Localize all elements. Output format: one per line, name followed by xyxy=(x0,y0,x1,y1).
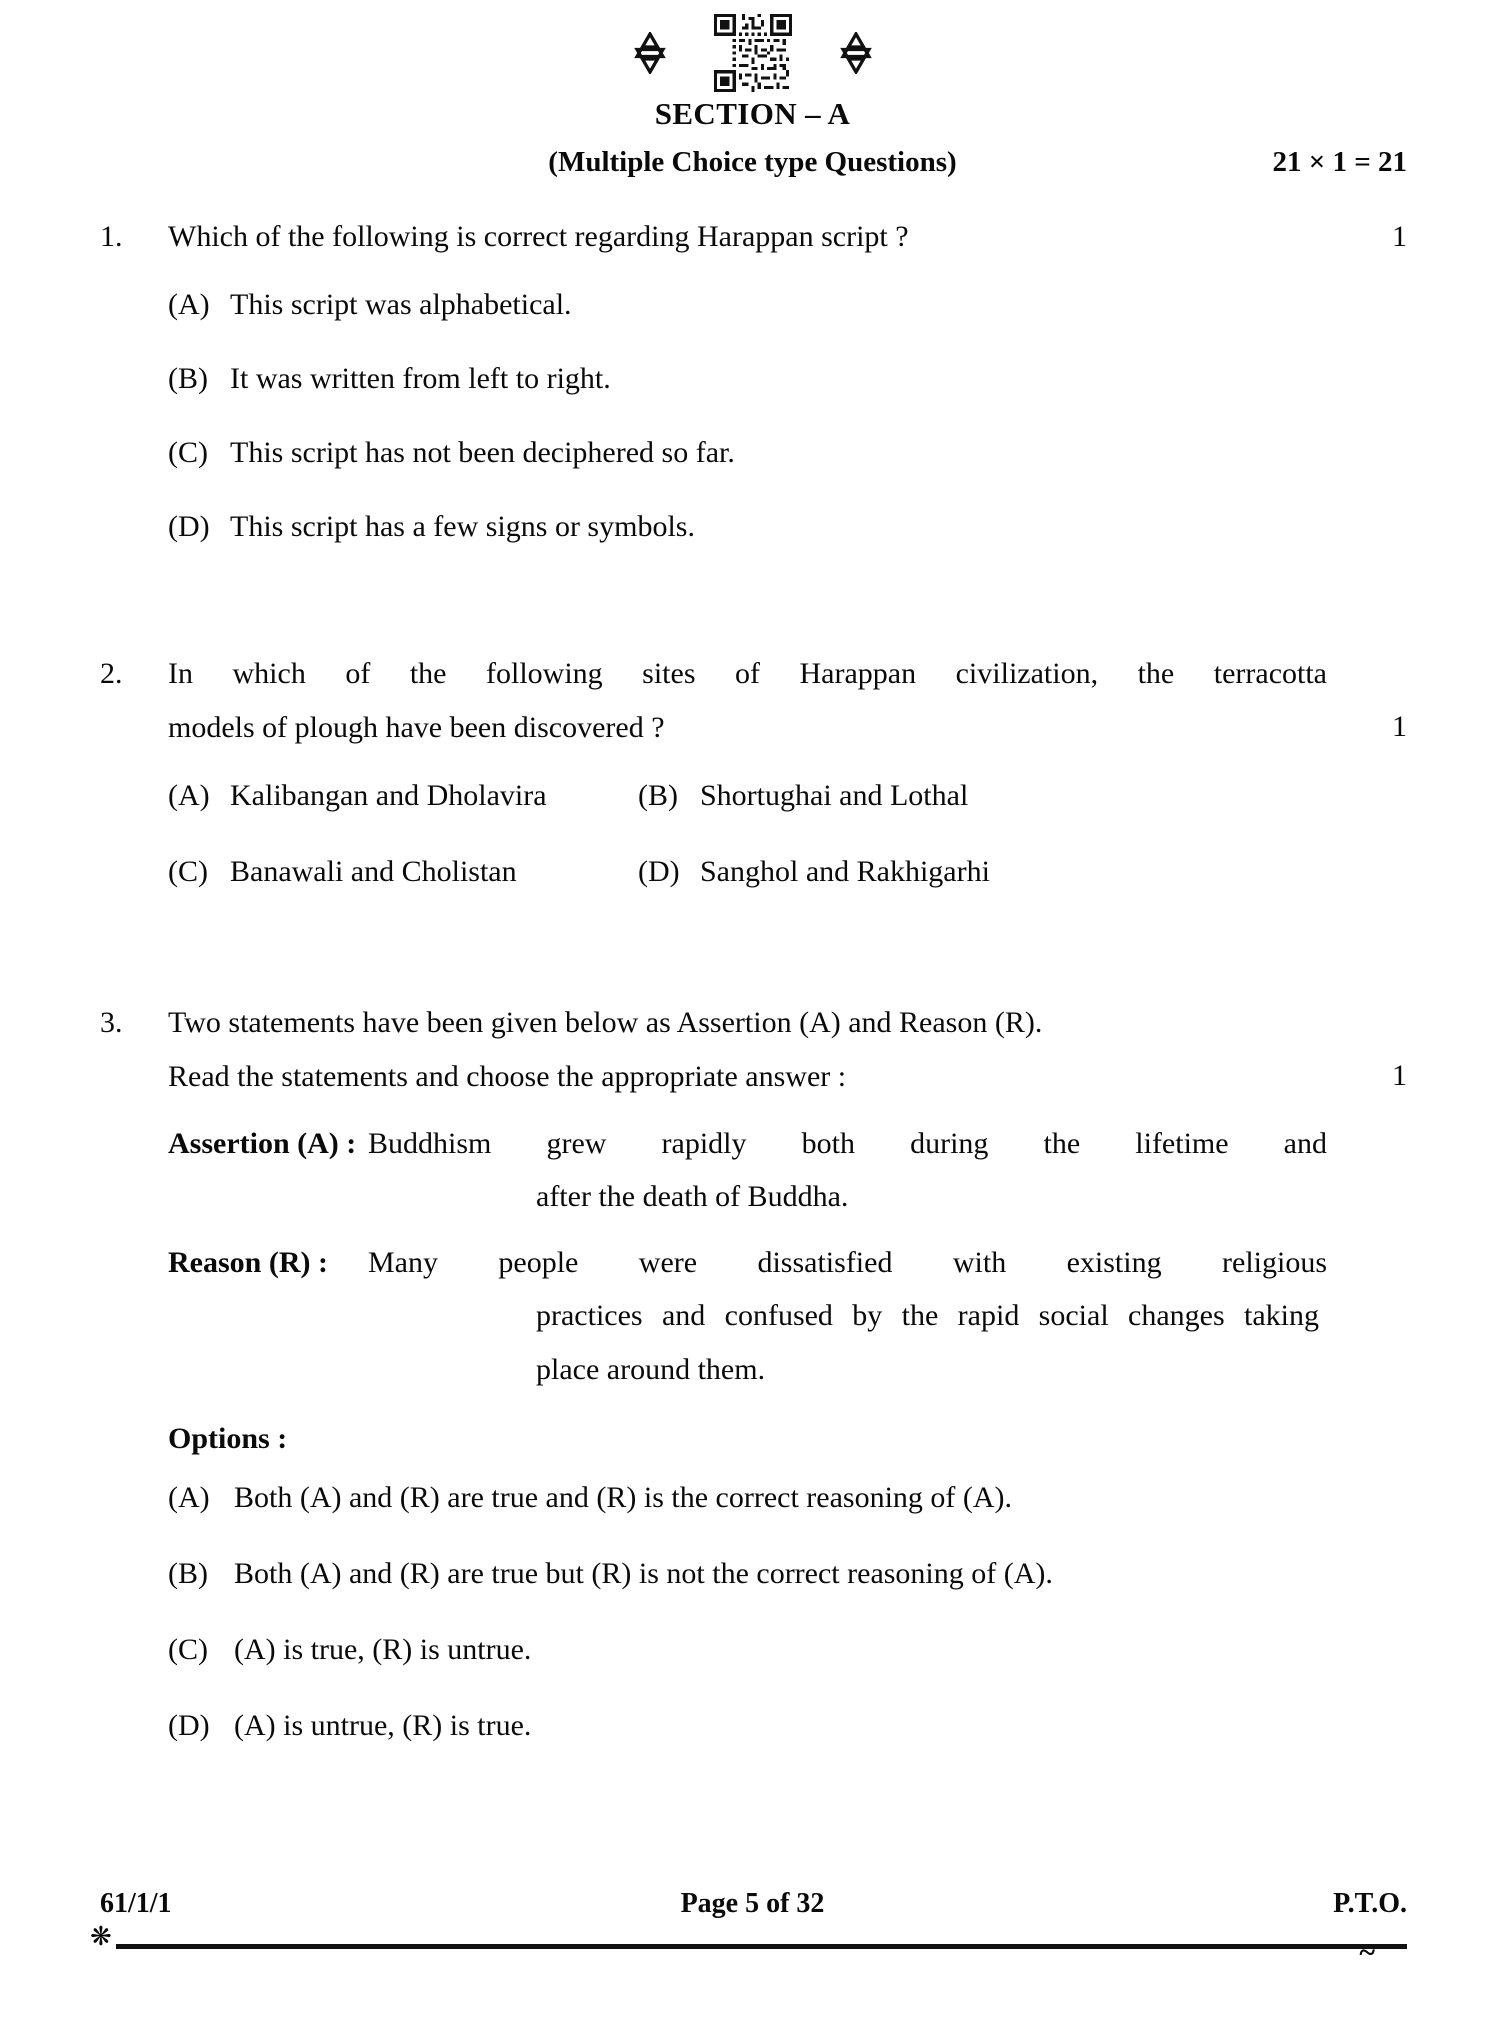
reason-row xyxy=(168,1236,1407,1396)
tilde-mark: ~ xyxy=(1359,1936,1375,1969)
option-text: Both (A) and (R) are true and (R) is the correct reasoning of (A). xyxy=(234,1480,1013,1514)
question-3-stem-line-1: Two statements have been given below as Assertion (A) and Reason (R). xyxy=(168,1006,1043,1040)
star-of-david-icon-left xyxy=(630,32,670,74)
option-label: (A) xyxy=(168,779,210,813)
reason-text-line-1: Many people were dissatisfied with existing religious xyxy=(368,1245,1327,1279)
question-3-stem-line-2: Read the statements and choose the appropriate answer : xyxy=(168,1059,847,1093)
question-3-options xyxy=(100,1474,1407,1750)
question-1-stem: Which of the following is correct regarding Harappan script ? xyxy=(168,220,909,253)
assertion-label: Assertion (A) : xyxy=(168,1126,357,1160)
assertion-text-line-1: Buddhism grew rapidly both during the lifetime and xyxy=(368,1126,1327,1160)
option-text: This script was alphabetical. xyxy=(230,288,572,322)
question-2-marks: 1 xyxy=(1392,710,1407,744)
option-text: Banawali and Cholistan xyxy=(230,855,517,889)
option-text: (A) is true, (R) is untrue. xyxy=(234,1632,532,1666)
question-1-options xyxy=(100,281,1407,551)
option-label: (B) xyxy=(168,362,208,396)
question-3-head xyxy=(100,996,1407,1103)
option-item[interactable] xyxy=(168,772,638,820)
option-item[interactable] xyxy=(638,772,1407,820)
option-item[interactable] xyxy=(168,429,1407,477)
option-item[interactable] xyxy=(168,355,1407,403)
paper-code: 61/1/1 xyxy=(100,1888,172,1919)
question-2-number: 2. xyxy=(100,657,123,691)
option-label: (D) xyxy=(638,855,680,889)
option-row xyxy=(168,848,1407,896)
section-marks-total: 21 × 1 = 21 xyxy=(1272,146,1407,178)
question-1 xyxy=(100,210,1407,551)
option-label: (C) xyxy=(168,436,208,470)
asterisk-ornament-icon: ❋ xyxy=(90,1922,112,1951)
option-label: (D) xyxy=(168,510,210,544)
option-item[interactable] xyxy=(168,503,1407,551)
option-text: Shortughai and Lothal xyxy=(700,779,969,813)
option-item[interactable] xyxy=(168,281,1407,329)
option-text: This script has not been deciphered so far. xyxy=(230,436,735,470)
option-text: Kalibangan and Dholavira xyxy=(230,779,547,813)
question-3-marks: 1 xyxy=(1392,1059,1407,1093)
option-text: Sanghol and Rakhigarhi xyxy=(700,855,990,889)
question-3-number: 3. xyxy=(100,1006,123,1040)
section-title: SECTION – A xyxy=(654,96,851,131)
footer-rule xyxy=(90,1922,1407,1956)
question-3 xyxy=(100,996,1407,1750)
page-header xyxy=(0,0,1505,92)
option-text: Both (A) and (R) are true but (R) is not the correct reasoning of (A). xyxy=(234,1556,1053,1590)
assertion-row xyxy=(168,1117,1407,1224)
qr-code-icon xyxy=(714,14,792,92)
assertion-reason-block xyxy=(100,1117,1407,1396)
option-label: (B) xyxy=(638,779,678,813)
section-subtitle: (Multiple Choice type Questions) xyxy=(548,146,957,178)
pto-label: P.T.O. xyxy=(1333,1888,1407,1919)
star-of-david-icon-right xyxy=(836,32,876,74)
reason-text-line-2: practices and confused by the rapid social changes taking xyxy=(536,1299,1319,1333)
question-1-text xyxy=(168,210,1407,263)
option-item[interactable] xyxy=(168,1626,1407,1674)
footer-row xyxy=(0,1884,1505,1924)
option-label: (A) xyxy=(168,1480,210,1514)
question-2 xyxy=(100,647,1407,896)
question-1-marks: 1 xyxy=(1392,220,1407,253)
option-label: (C) xyxy=(168,1632,208,1666)
question-2-text xyxy=(168,647,1407,754)
question-2-stem-line-1: In which of the following sites of Harappan civilization, the terracotta xyxy=(168,657,1327,691)
horizontal-rule xyxy=(116,1944,1407,1949)
option-item[interactable] xyxy=(168,848,638,896)
question-1-head xyxy=(100,210,1407,263)
subtitle-row xyxy=(0,146,1505,186)
option-row xyxy=(168,772,1407,820)
option-label: (C) xyxy=(168,855,208,889)
page-footer xyxy=(0,1884,1505,2034)
assertion-text-line-2: after the death of Buddha. xyxy=(536,1180,849,1214)
page-number: Page 5 of 32 xyxy=(680,1888,825,1919)
reason-label: Reason (R) : xyxy=(168,1245,328,1279)
option-item[interactable] xyxy=(168,1474,1407,1522)
option-label: (B) xyxy=(168,1556,208,1590)
option-text: This script has a few signs or symbols. xyxy=(230,510,695,544)
reason-text xyxy=(368,1236,1407,1396)
question-2-head xyxy=(100,647,1407,754)
option-item[interactable] xyxy=(168,1702,1407,1750)
question-2-stem-line-2: models of plough have been discovered ? xyxy=(168,710,665,744)
option-label: (A) xyxy=(168,288,210,322)
assertion-text xyxy=(368,1117,1407,1224)
option-item[interactable] xyxy=(638,848,1407,896)
option-label: (D) xyxy=(168,1708,210,1742)
question-list xyxy=(0,210,1505,1750)
reason-text-line-3: place around them. xyxy=(536,1352,766,1386)
option-text: It was written from left to right. xyxy=(230,362,611,396)
option-text: (A) is untrue, (R) is true. xyxy=(234,1708,532,1742)
question-2-options xyxy=(100,772,1407,896)
question-3-text xyxy=(168,996,1407,1103)
question-1-number: 1. xyxy=(100,220,123,253)
options-label: Options : xyxy=(168,1421,288,1455)
option-item[interactable] xyxy=(168,1550,1407,1598)
